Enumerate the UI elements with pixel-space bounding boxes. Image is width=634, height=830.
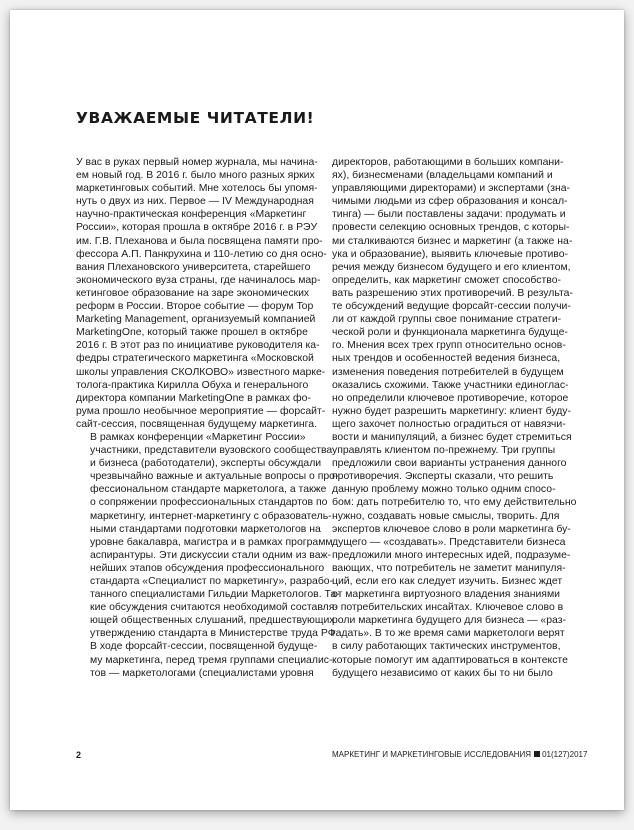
paragraph: [332, 156, 586, 680]
text-line: экспертов ключевое слово в роли маркетинга бу-: [332, 523, 571, 535]
text-line: вости и манипуляций, а бизнес будет стремиться: [332, 431, 572, 443]
text-line: рума прошло необычное мероприятие — форсайт-: [76, 405, 326, 417]
text-line: В ходе форсайт-сессии, посвященной будуще-: [90, 641, 318, 653]
text-line: чрезвычайно важные и актуальные вопросы о про-: [90, 471, 339, 483]
text-line: кие обсуждения считаются необходимой составля-: [90, 602, 338, 614]
text-line: уровне бакалавра, магистра и в рамках программ: [90, 536, 333, 548]
paragraph: [76, 431, 340, 641]
text-line: участники, представители вузовского сообщества: [90, 445, 333, 457]
text-line: ми сталкиваются бизнес и маркетинг (а также на-: [332, 235, 573, 247]
text-line: о сопряжении профессиональных стандартов по: [90, 497, 328, 509]
text-line: Marketing Management, организуемый компанией: [76, 314, 316, 326]
text-line: ли от каждой группы свое понимание стратеги-: [332, 314, 562, 326]
text-line: тов — маркетологами (специалистами уровня: [90, 667, 314, 679]
paragraph: [76, 156, 330, 431]
text-line: изменения поведения потребителей в будущем: [332, 366, 564, 378]
text-line: оказались схожими. Также участники единоглас-: [332, 379, 569, 391]
text-line: ных трендов и особенностей ведения бизнеса,: [332, 353, 561, 365]
text-line: толога-практика Кирилла Обуха и генерального: [76, 379, 309, 391]
text-line: MarketingOne, который также прошел в октябре: [76, 327, 308, 339]
text-line: будущего независимо от каких бы то ни было: [332, 667, 553, 679]
running-footer: [332, 750, 586, 759]
text-line: сайт-сессия, посвященная будущему маркетинга.: [76, 418, 317, 430]
text-line: но определили ключевое противоречие, которое: [332, 392, 569, 404]
text-line: стандарта «Специалист по маркетингу», разрабо-: [90, 576, 334, 587]
text-line: предложили много интересных идей, подразуме-: [332, 549, 571, 561]
text-line: от маркетинга виртуозного владения знаниями: [332, 589, 560, 601]
text-line: ем новый год. В 2016 г. было много разных ярких: [76, 170, 315, 182]
text-line: научно-практическая конференция «Маркетинг: [76, 209, 307, 221]
text-line: маркетингу, интернет-маркетингу с образователь-: [90, 510, 332, 522]
text-line: му маркетинга, перед тремя группами специалис-: [90, 654, 333, 666]
text-line: им. Г.В. Плеханова и была посвящена памяти про-: [76, 235, 323, 247]
text-line: го. Мнения всех трех групп относительно основ-: [332, 340, 566, 352]
page-number: 2: [76, 750, 82, 760]
text-line: речия между бизнесом будущего и его клиентом,: [332, 261, 571, 273]
paragraph: [76, 640, 333, 679]
text-line: щего захочет полностью оградиться от навязчи-: [332, 418, 566, 430]
text-line: реформ в России. Второе событие — форум Top: [76, 301, 314, 313]
text-line: те обсуждений ведущие форсайт-сессии получи-: [332, 301, 571, 313]
text-line: ука и образование), выявить ключевые противо-: [332, 248, 569, 260]
left-text-column: [76, 156, 340, 680]
square-bullet-icon: [534, 751, 540, 757]
text-line: фессиональном стандарте маркетолога, а также: [90, 484, 327, 496]
text-line: и бизнеса (работодатели), эксперты обсуждали: [90, 458, 322, 470]
text-line: вания Плехановского университета, старейшего: [76, 261, 311, 273]
text-line: бом: дать потребителю то, что ему действительно: [332, 497, 577, 509]
right-text-column: [332, 156, 586, 680]
text-line: ными стандартами подготовки маркетологов на: [90, 523, 321, 535]
text-line: провести селекцию основных трендов, с которы-: [332, 222, 570, 234]
text-line: в силу работающих тактических инструментов,: [332, 641, 561, 653]
text-line: экономического вуза страны, где начиналось мар-: [76, 274, 321, 286]
article-title: УВАЖАЕМЫЕ ЧИТАТЕЛИ!: [76, 109, 315, 127]
text-line: противоречия. Эксперты сказали, что решить: [332, 471, 554, 483]
text-line: утверждению стандарта в Министерстве труда РФ.: [90, 628, 339, 640]
text-line: школы управления СКОЛКОВО» известного марке-: [76, 366, 326, 378]
text-line: вающих, что потребитель не заметит манипуля-: [332, 562, 566, 574]
text-line: директора компании MarketingOne в рамках фо-: [76, 392, 311, 404]
text-line: управляющими директорами) и экспертами (зна-: [332, 183, 571, 195]
text-line: аспирантуры. Эти дискуссии стали одним из важ-: [90, 549, 331, 561]
text-line: управлять клиентом по-прежнему. Три группы: [332, 445, 556, 457]
text-line: ций, если его как следует изучить. Бизнес ждет: [332, 576, 563, 587]
text-line: России», которая прошла в октябре 2016 г. в РЭУ: [76, 222, 318, 234]
text-line: вать разрешению этих противоречий. В результа-: [332, 287, 573, 299]
text-line: директоров, работающими в больших компани-: [332, 157, 564, 168]
text-line: В рамках конференции «Маркетинг России»: [90, 431, 306, 443]
journal-page: [10, 10, 624, 810]
text-line: определить, как маркетинг сможет способство-: [332, 274, 561, 286]
text-line: дущего — «создавать». Представители бизнеса: [332, 536, 566, 548]
text-line: ющей общественных слушаний, предшествующих: [90, 615, 335, 627]
text-line: нуть о двух из них. Первое — IV Международная: [76, 196, 314, 208]
text-line: нейших этапов обсуждения профессионального: [90, 562, 325, 574]
text-line: предложили свои варианты устранения данного: [332, 458, 567, 470]
text-line: нужно, создавать новые смыслы, творить. Для: [332, 510, 560, 522]
text-line: чимыми людьми из сфер образования и консал-: [332, 196, 568, 208]
text-line: кетинговое образование на заре экономических: [76, 287, 310, 299]
text-line: ческой роли и функционала маркетинга будуще-: [332, 327, 568, 339]
text-line: нужно будет разрешить маркетингу: клиент буду-: [332, 405, 571, 417]
text-line: фессора А.П. Панкрухина и 110-летию со дня осно-: [76, 248, 327, 260]
text-line: которые помогут им адаптироваться в контексте: [332, 654, 568, 666]
text-line: маркетинговых событий. Мне хотелось бы упомя-: [76, 183, 318, 195]
text-line: 2016 г. В этот раз по инициативе руководителя ка-: [76, 340, 320, 352]
text-line: роли маркетинга будущего для бизнеса — «раз-: [332, 615, 566, 627]
text-line: о потребительских инсайтах. Ключевое слово в: [332, 602, 564, 614]
journal-name: МАРКЕТИНГ И МАРКЕТИНГОВЫЕ ИССЛЕДОВАНИЯ: [332, 750, 532, 759]
text-line: У вас в руках первый номер журнала, мы начина-: [76, 157, 318, 168]
text-line: гадать». В то же время сами маркетологи верят: [332, 628, 565, 640]
text-line: федры стратегического маркетинга «Московской: [76, 353, 314, 365]
text-line: тинга) — были поставлены задачи: продумать и: [332, 209, 566, 221]
text-line: данную проблему можно только одним спосо-: [332, 484, 556, 496]
issue-number: 01(127)2017: [542, 750, 588, 759]
text-line: танного специалистами Гильдии Маркетологов. Та-: [90, 589, 340, 601]
text-line: ях), бизнесменами (владельцами компаний и: [332, 170, 553, 182]
